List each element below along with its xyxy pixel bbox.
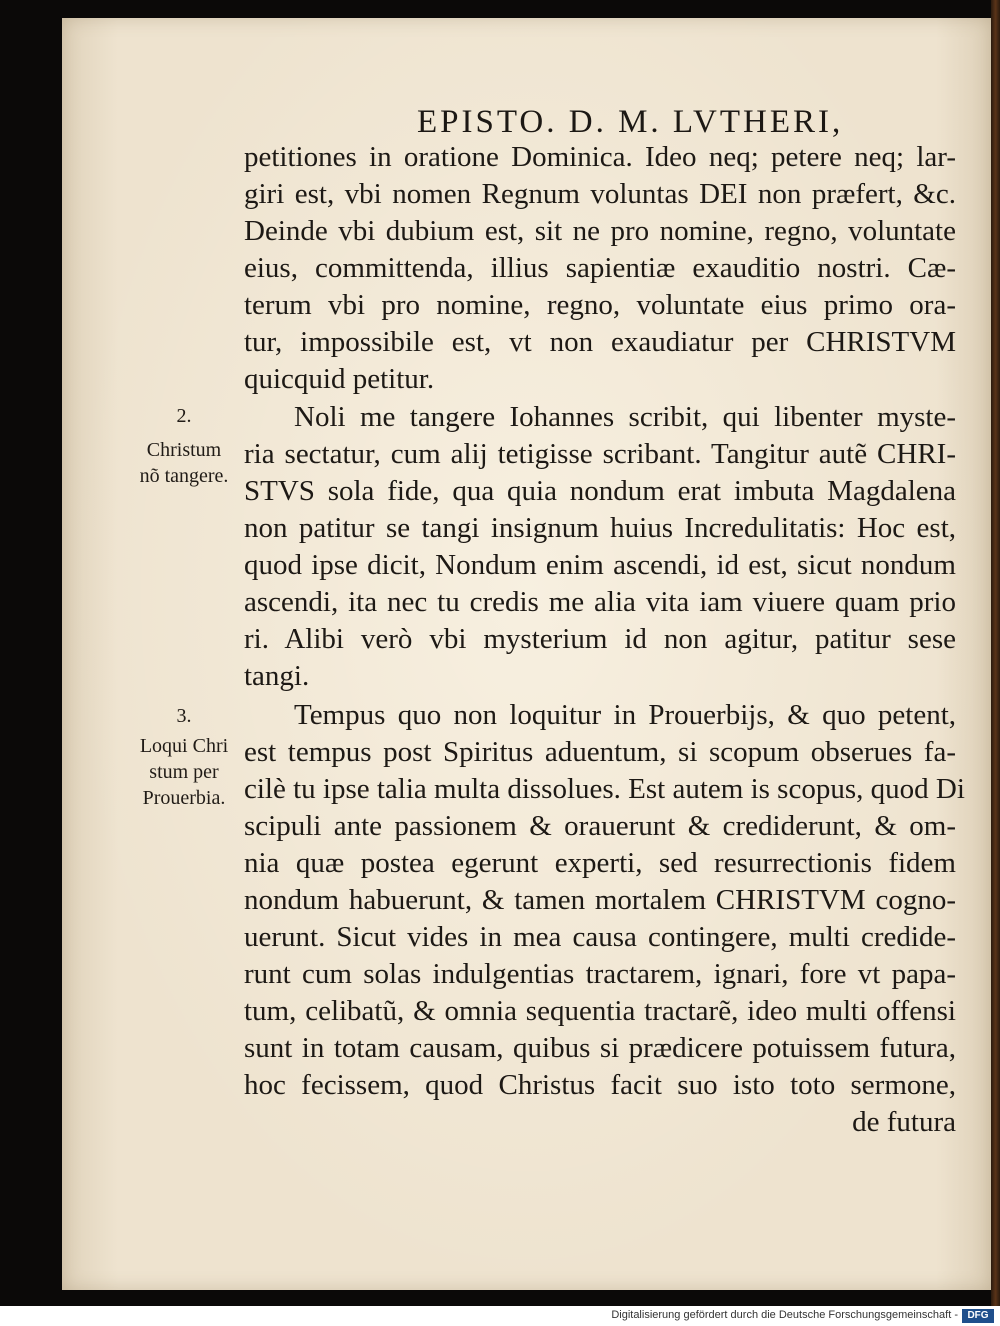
text-line: hoc fecissem, quod Christus facit suo isto toto sermone, <box>244 1069 956 1101</box>
text-line: cilè tu ipse talia multa dissolues. Est autem is scopus, quod Di <box>244 773 965 805</box>
text-line: ascendi, ita nec tu credis me alia vita iam viuere quam prio <box>244 586 956 618</box>
text-line: Tempus quo non loquitur in Prouerbijs, & quo petent, <box>294 699 956 731</box>
dfg-logo: DFG <box>962 1309 994 1323</box>
text-line: petitiones in oratione Dominica. Ideo neq; petere neq; lar- <box>244 141 956 173</box>
marginal-note-line: Loqui Chri <box>139 735 229 757</box>
text-line: quod ipse dicit, Nondum enim ascendi, id est, sicut nondum <box>244 549 956 581</box>
text-line: ria sectatur, cum alij tetigisse scribant. Tangitur autẽ CHRI- <box>244 438 956 470</box>
running-title: EPISTO. D. M. LVTHERI, <box>417 104 844 140</box>
text-line: uerunt. Sicut vides in mea causa contingere, multi credide- <box>244 921 956 953</box>
text-line: tangi. <box>244 660 310 692</box>
text-line: STVS sola fide, qua quia nondum erat imbuta Magdalena <box>244 475 956 507</box>
digitization-footer <box>0 1306 1000 1326</box>
text-line: tum, celibatũ, & omnia sequentia tractarẽ, ideo multi offensi <box>244 995 956 1027</box>
marginal-note-number: 3. <box>176 705 192 727</box>
text-line: quicquid petitur. <box>244 363 435 395</box>
marginal-note-line: stum per <box>149 761 219 783</box>
text-line: runt cum solas indulgentias tractarem, ignari, fore vt papa- <box>244 958 956 990</box>
text-line: nondum habuerunt, & tamen mortalem CHRISTVM cogno- <box>244 884 956 916</box>
text-line: giri est, vbi nomen Regnum voluntas DEI non præfert, &c. <box>244 178 956 210</box>
text-line: ri. Alibi verò vbi mysterium id non agitur, patitur sese <box>244 623 956 655</box>
marginal-note-line: Christum <box>146 439 222 461</box>
text-line: nia quæ postea egerunt experti, sed resurrectionis fidem <box>244 847 956 879</box>
marginal-note-line: Prouerbia. <box>142 787 226 809</box>
marginal-note-line: nõ tangere. <box>139 465 229 487</box>
text-line: eius, committenda, illius sapientiæ exauditio nostri. Cæ- <box>244 252 956 284</box>
text-line: non patitur se tangi insignum huius Incredulitatis: Hoc est, <box>244 512 956 544</box>
marginal-note-number: 2. <box>176 405 192 427</box>
text-line: Deinde vbi dubium est, sit ne pro nomine, regno, voluntate <box>244 215 956 247</box>
text-line: est tempus post Spiritus aduentum, si scopum obserues fa- <box>244 736 956 768</box>
text-line: tur, impossibile est, vt non exaudiatur per CHRISTVM <box>244 326 956 358</box>
text-line: Noli me tangere Iohannes scribit, qui libenter myste- <box>294 401 956 433</box>
catchword: de futura <box>852 1106 956 1138</box>
book-spine-edge <box>991 0 1000 1306</box>
text-line: terum vbi pro nomine, regno, voluntate eius primo ora- <box>244 289 956 321</box>
text-line: scipuli ante passionem & orauerunt & crediderunt, & om- <box>244 810 956 842</box>
funding-credit: Digitalisierung gefördert durch die Deutsche Forschungsgemeinschaft - <box>611 1309 958 1321</box>
text-line: sunt in totam causam, quibus si prædicere potuissem futura, <box>244 1032 956 1064</box>
